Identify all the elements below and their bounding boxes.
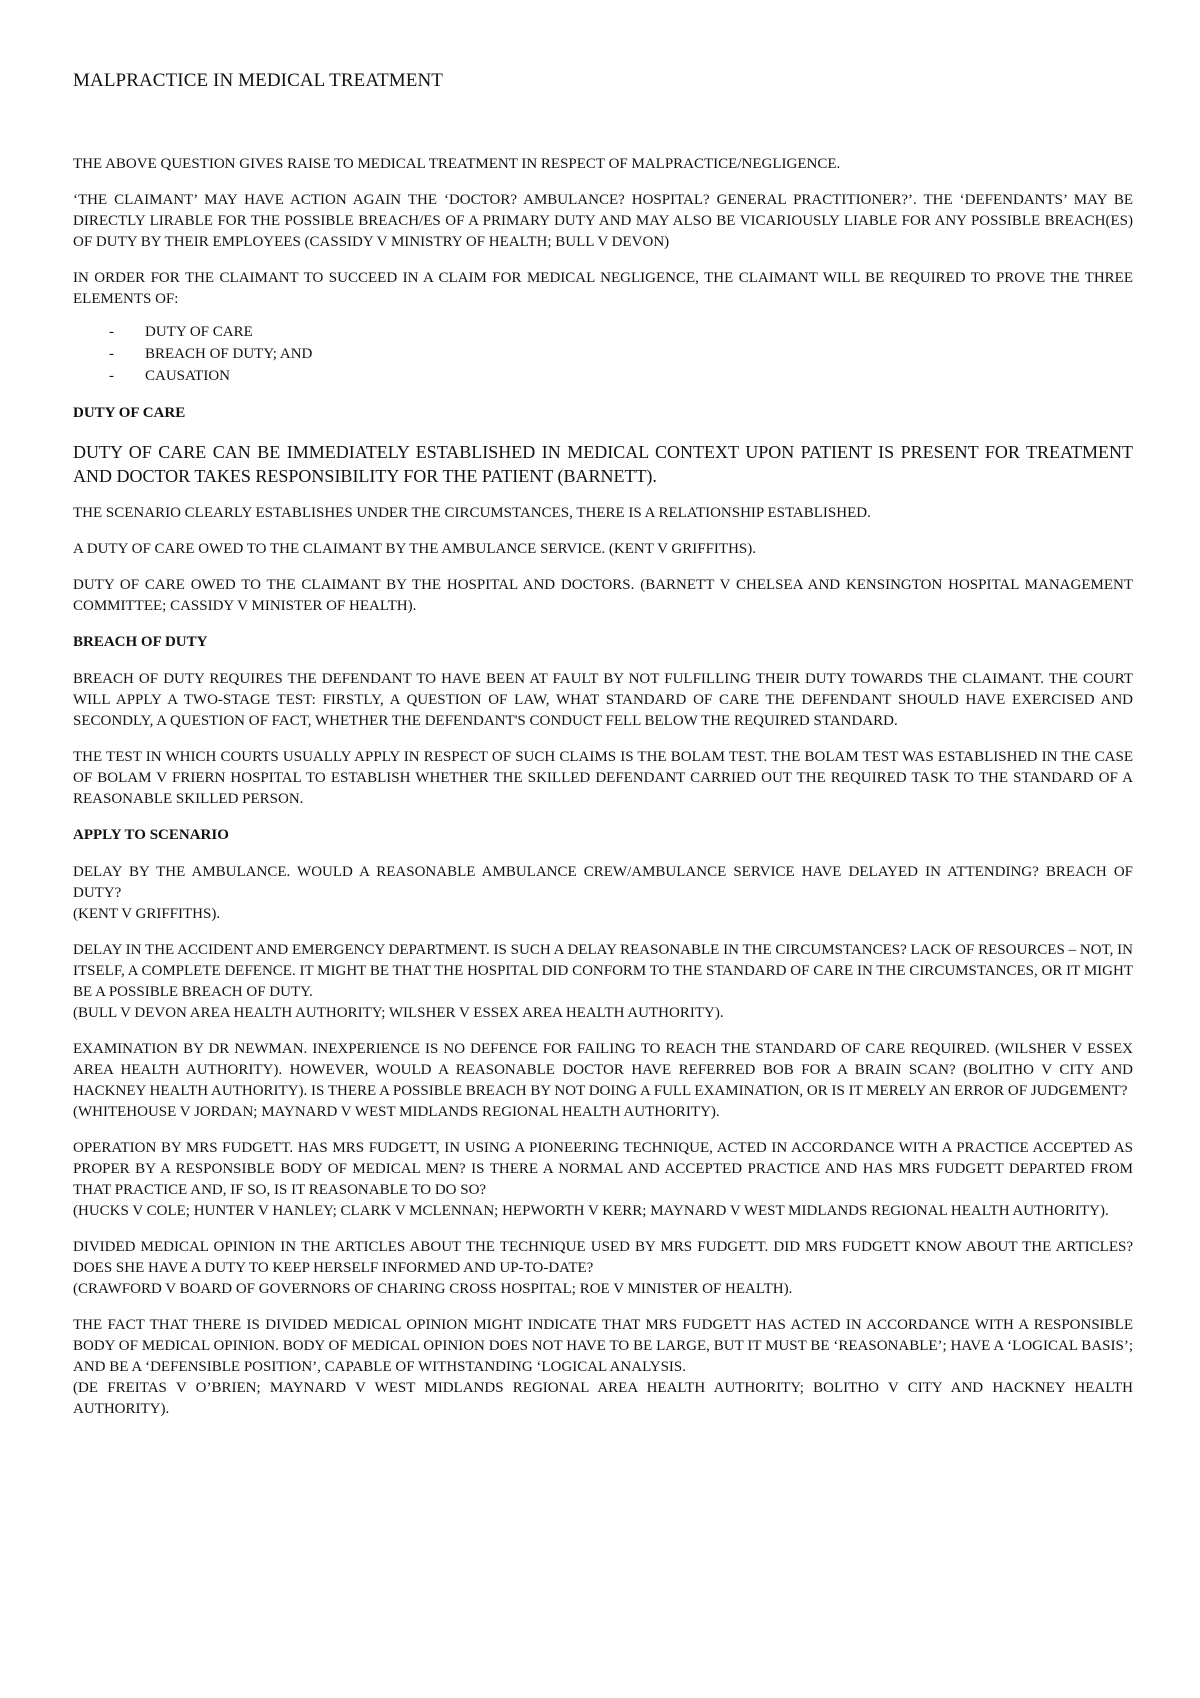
apply-paragraph bbox=[73, 1315, 1133, 1420]
apply-paragraph bbox=[73, 1138, 1133, 1222]
intro-paragraph: ‘THE CLAIMANT’ MAY HAVE ACTION AGAIN THE ‘DOCTOR? AMBULANCE? HOSPITAL? GENERAL PRACTITIONER?’. THE ‘DEFENDANTS’ MAY BE DIRECTLY LIRABLE FOR THE POSSIBLE BREACH/ES OF A PRIMARY DUTY AND MAY ALSO BE VICARIOUSLY LIABLE FOR ANY POSSIBLE BREACH(ES) OF DUTY BY THEIR EMPLOYEES (CASSIDY V MINISTRY OF HEALTH; BULL V DEVON) bbox=[73, 192, 1133, 250]
section-heading-breach: BREACH OF DUTY bbox=[73, 634, 208, 650]
section-heading-apply: APPLY TO SCENARIO bbox=[73, 827, 229, 843]
list-item: - BREACH OF DUTY; AND bbox=[109, 343, 1133, 365]
apply-paragraph bbox=[73, 862, 1133, 925]
duty-paragraph: DUTY OF CARE CAN BE IMMEDIATELY ESTABLISHED IN MEDICAL CONTEXT UPON PATIENT IS PRESENT FOR TREATMENT AND DOCTOR TAKES RESPONSIBILITY FOR THE PATIENT (BARNETT). bbox=[73, 442, 1133, 486]
apply-citation: (HUCKS V COLE; HUNTER V HANLEY; CLARK V MCLENNAN; HEPWORTH V KERR; MAYNARD V WEST MIDLANDS REGIONAL HEALTH AUTHORITY). bbox=[73, 1203, 1109, 1219]
duty-paragraph: DUTY OF CARE OWED TO THE CLAIMANT BY THE HOSPITAL AND DOCTORS. (BARNETT V CHELSEA AND KENSINGTON HOSPITAL MANAGEMENT COMMITTEE; CASSIDY V MINISTER OF HEALTH). bbox=[73, 577, 1133, 614]
list-item: - CAUSATION bbox=[109, 365, 1133, 387]
apply-citation: (CRAWFORD V BOARD OF GOVERNORS OF CHARING CROSS HOSPITAL; ROE V MINISTER OF HEALTH). bbox=[73, 1281, 793, 1297]
apply-text: DELAY BY THE AMBULANCE. WOULD A REASONABLE AMBULANCE CREW/AMBULANCE SERVICE HAVE DELAYED IN ATTENDING? BREACH OF DUTY? bbox=[73, 864, 1133, 901]
apply-paragraph bbox=[73, 1039, 1133, 1123]
apply-text: DELAY IN THE ACCIDENT AND EMERGENCY DEPARTMENT. IS SUCH A DELAY REASONABLE IN THE CIRCUMSTANCES? LACK OF RESOURCES – NOT, IN ITSELF, A COMPLETE DEFENCE. IT MIGHT BE THAT THE HOSPITAL DID CONFORM TO THE STANDARD OF CARE IN THE CIRCUMSTANCES, OR IT MIGHT BE A POSSIBLE BREACH OF DUTY. bbox=[73, 942, 1133, 1000]
apply-text: THE FACT THAT THERE IS DIVIDED MEDICAL OPINION MIGHT INDICATE THAT MRS FUDGETT HAS ACTED IN ACCORDANCE WITH A RESPONSIBLE BODY OF MEDICAL OPINION. BODY OF MEDICAL OPINION DOES NOT HAVE TO BE LARGE, BUT IT MUST BE ‘REASONABLE’; HAVE A ‘LOGICAL BASIS’; AND BE A ‘DEFENSIBLE POSITION’, CAPABLE OF WITHSTANDING ‘LOGICAL ANALYSIS. bbox=[73, 1317, 1133, 1375]
page-title: MALPRACTICE IN MEDICAL TREATMENT bbox=[73, 70, 443, 91]
apply-paragraph bbox=[73, 1237, 1133, 1300]
breach-paragraph: THE TEST IN WHICH COURTS USUALLY APPLY IN RESPECT OF SUCH CLAIMS IS THE BOLAM TEST. THE BOLAM TEST WAS ESTABLISHED IN THE CASE OF BOLAM V FRIERN HOSPITAL TO ESTABLISH WHETHER THE SKILLED DEFENDANT CARRIED OUT THE REQUIRED TASK TO THE STANDARD OF A REASONABLE SKILLED PERSON. bbox=[73, 749, 1133, 807]
apply-citation: (BULL V DEVON AREA HEALTH AUTHORITY; WILSHER V ESSEX AREA HEALTH AUTHORITY). bbox=[73, 1005, 724, 1021]
duty-paragraph: THE SCENARIO CLEARLY ESTABLISHES UNDER THE CIRCUMSTANCES, THERE IS A RELATIONSHIP ESTABLISHED. bbox=[73, 505, 871, 521]
intro-paragraph: THE ABOVE QUESTION GIVES RAISE TO MEDICAL TREATMENT IN RESPECT OF MALPRACTICE/NEGLIGENCE. bbox=[73, 156, 841, 172]
apply-citation: (WHITEHOUSE V JORDAN; MAYNARD V WEST MIDLANDS REGIONAL HEALTH AUTHORITY). bbox=[73, 1104, 720, 1120]
duty-paragraph: A DUTY OF CARE OWED TO THE CLAIMANT BY THE AMBULANCE SERVICE. (KENT V GRIFFITHS). bbox=[73, 541, 756, 557]
apply-text: OPERATION BY MRS FUDGETT. HAS MRS FUDGETT, IN USING A PIONEERING TECHNIQUE, ACTED IN ACCORDANCE WITH A PRACTICE ACCEPTED AS PROPER BY A RESPONSIBLE BODY OF MEDICAL MEN? IS THERE A NORMAL AND ACCEPTED PRACTICE AND HAS MRS FUDGETT DEPARTED FROM THAT PRACTICE AND, IF SO, IS IT REASONABLE TO DO SO? bbox=[73, 1140, 1133, 1198]
breach-paragraph: BREACH OF DUTY REQUIRES THE DEFENDANT TO HAVE BEEN AT FAULT BY NOT FULFILLING THEIR DUTY TOWARDS THE CLAIMANT. THE COURT WILL APPLY A TWO-STAGE TEST: FIRSTLY, A QUESTION OF LAW, WHAT STANDARD OF CARE THE DEFENDANT SHOULD HAVE EXERCISED AND SECONDLY, A QUESTION OF FACT, WHETHER THE DEFENDANT'S CONDUCT FELL BELOW THE REQUIRED STANDARD. bbox=[73, 671, 1133, 729]
elements-list bbox=[73, 321, 1133, 387]
list-item: - DUTY OF CARE bbox=[109, 321, 1133, 343]
apply-citation: (KENT V GRIFFITHS). bbox=[73, 906, 221, 922]
section-heading-duty: DUTY OF CARE bbox=[73, 405, 186, 421]
apply-text: DIVIDED MEDICAL OPINION IN THE ARTICLES ABOUT THE TECHNIQUE USED BY MRS FUDGETT. DID MRS FUDGETT KNOW ABOUT THE ARTICLES? DOES SHE HAVE A DUTY TO KEEP HERSELF INFORMED AND UP-TO-DATE? bbox=[73, 1239, 1133, 1276]
apply-citation: (DE FREITAS V O’BRIEN; MAYNARD V WEST MIDLANDS REGIONAL AREA HEALTH AUTHORITY; BOLITHO V CITY AND HACKNEY HEALTH AUTHORITY). bbox=[73, 1380, 1133, 1417]
apply-paragraph bbox=[73, 940, 1133, 1024]
intro-paragraph: IN ORDER FOR THE CLAIMANT TO SUCCEED IN A CLAIM FOR MEDICAL NEGLIGENCE, THE CLAIMANT WILL BE REQUIRED TO PROVE THE THREE ELEMENTS OF: bbox=[73, 270, 1133, 307]
apply-text: EXAMINATION BY DR NEWMAN. INEXPERIENCE IS NO DEFENCE FOR FAILING TO REACH THE STANDARD OF CARE REQUIRED. (WILSHER V ESSEX AREA HEALTH AUTHORITY). HOWEVER, WOULD A REASONABLE DOCTOR HAVE REFERRED BOB FOR A BRAIN SCAN? (BOLITHO V CITY AND HACKNEY HEALTH AUTHORITY). IS THERE A POSSIBLE BREACH BY NOT DOING A FULL EXAMINATION, OR IS IT MERELY AN ERROR OF JUDGEMENT? bbox=[73, 1041, 1133, 1099]
